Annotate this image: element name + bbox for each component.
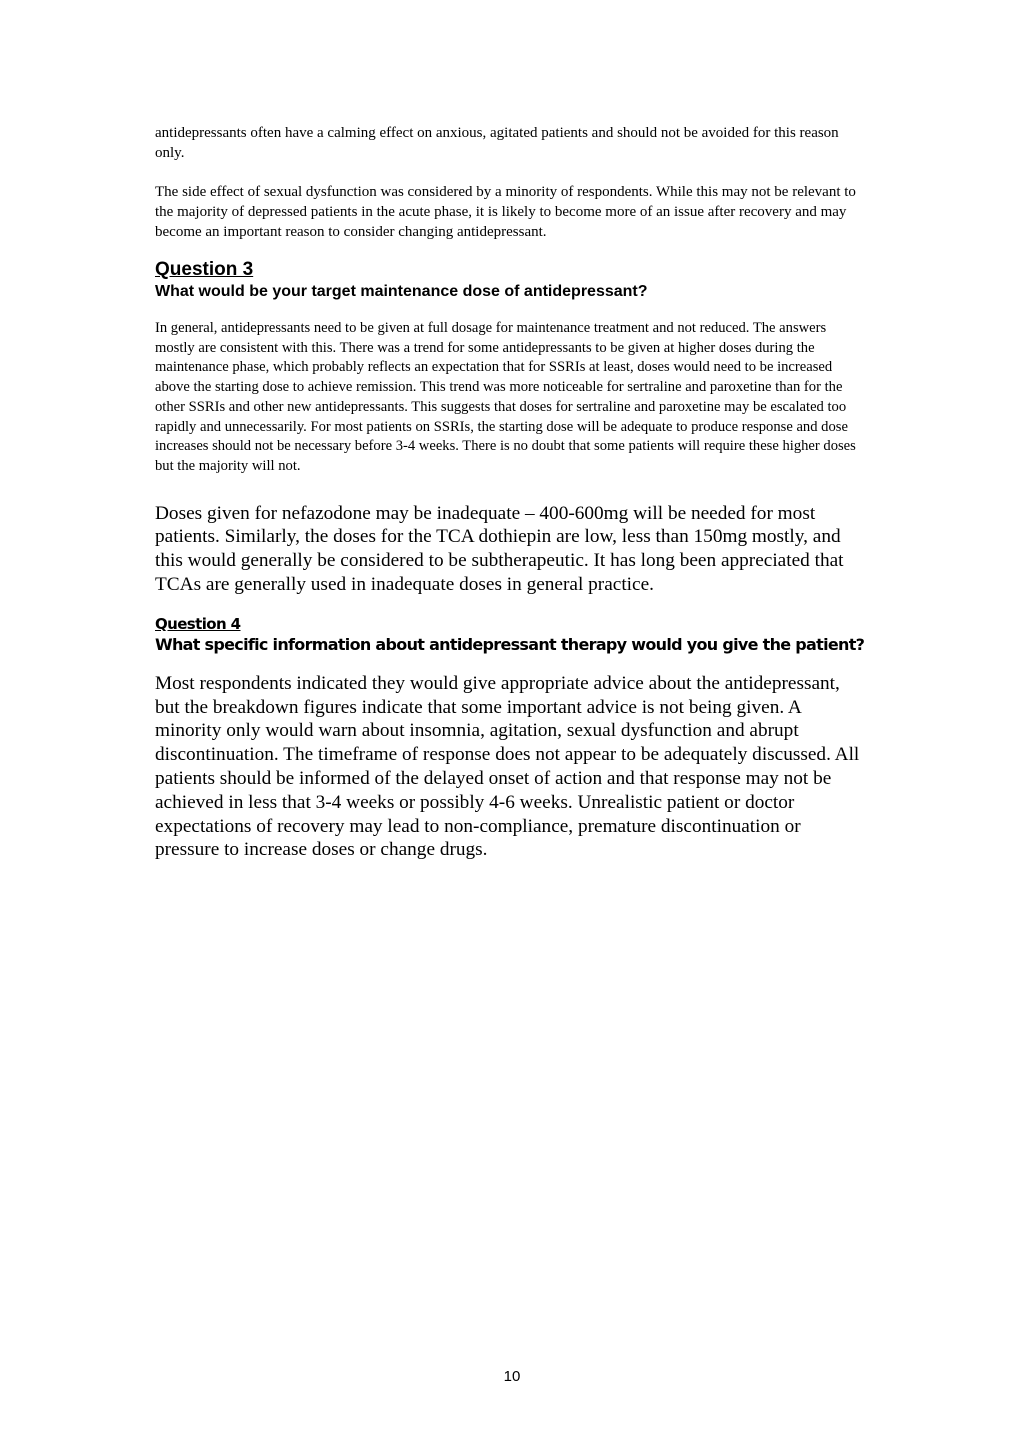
question-3-subheading: What would be your target maintenance dose of antidepressant? [155,283,648,300]
question-3-heading: Question 3 [155,259,254,280]
question-3-paragraph-2: Doses given for nefazodone may be inadequate – 400-600mg will be needed for most patients. Similarly, the doses for the TCA dothiepin are low, less than 150mg mostly, and this would generally be considered to be subtherapeutic. It has long been appreciated that TCAs are generally used in inadequate doses in general practice. [155,502,844,596]
question-4-subheading: What specific information about antidepressant therapy would you give the patient? [155,634,865,654]
question-4-paragraph-1: Most respondents indicated they would give appropriate advice about the antidepressant, but the breakdown figures indicate that some important advice is not being given. A minority only would warn about insomnia, agitation, sexual dysfunction and abrupt discontinuation. The timeframe of response does not appear to be adequately discussed. All patients should be informed of the delayed onset of action and that response may not be achieved in less that 3-4 weeks or possibly 4-6 weeks. Unrealistic patient or doctor expectations of recovery may lead to non-compliance, premature discontinuation or pressure to increase doses or change drugs. [155,672,860,861]
intro-paragraph-2: The side effect of sexual dysfunction was considered by a minority of respondents. While this may not be relevant to the majority of depressed patients in the acute phase, it is likely to become more of an issue after recovery and may become an important reason to consider changing antidepressant. [155,184,856,240]
document-page [155,123,867,862]
intro-paragraph-1: antidepressants often have a calming effect on anxious, agitated patients and should not be avoided for this reason only. [155,125,839,161]
question-3-paragraph-1: In general, antidepressants need to be given at full dosage for maintenance treatment and not reduced. The answers mostly are consistent with this. There was a trend for some antidepressants to be given at higher doses during the maintenance phase, which probably reflects an expectation that for SSRIs at least, doses would need to be increased above the starting dose to achieve remission. This trend was more noticeable for sertraline and paroxetine than for the other SSRIs and other new antidepressants. This suggests that doses for sertraline and paroxetine may be escalated too rapidly and unnecessarily. For most patients on SSRIs, the starting dose will be adequate to produce response and dose increases should not be necessary before 3-4 weeks. There is no doubt that some patients will require these higher doses but the majority will not. [155,320,856,474]
question-4-heading: Question 4 [155,614,241,633]
page-number: 10 [503,1368,521,1385]
